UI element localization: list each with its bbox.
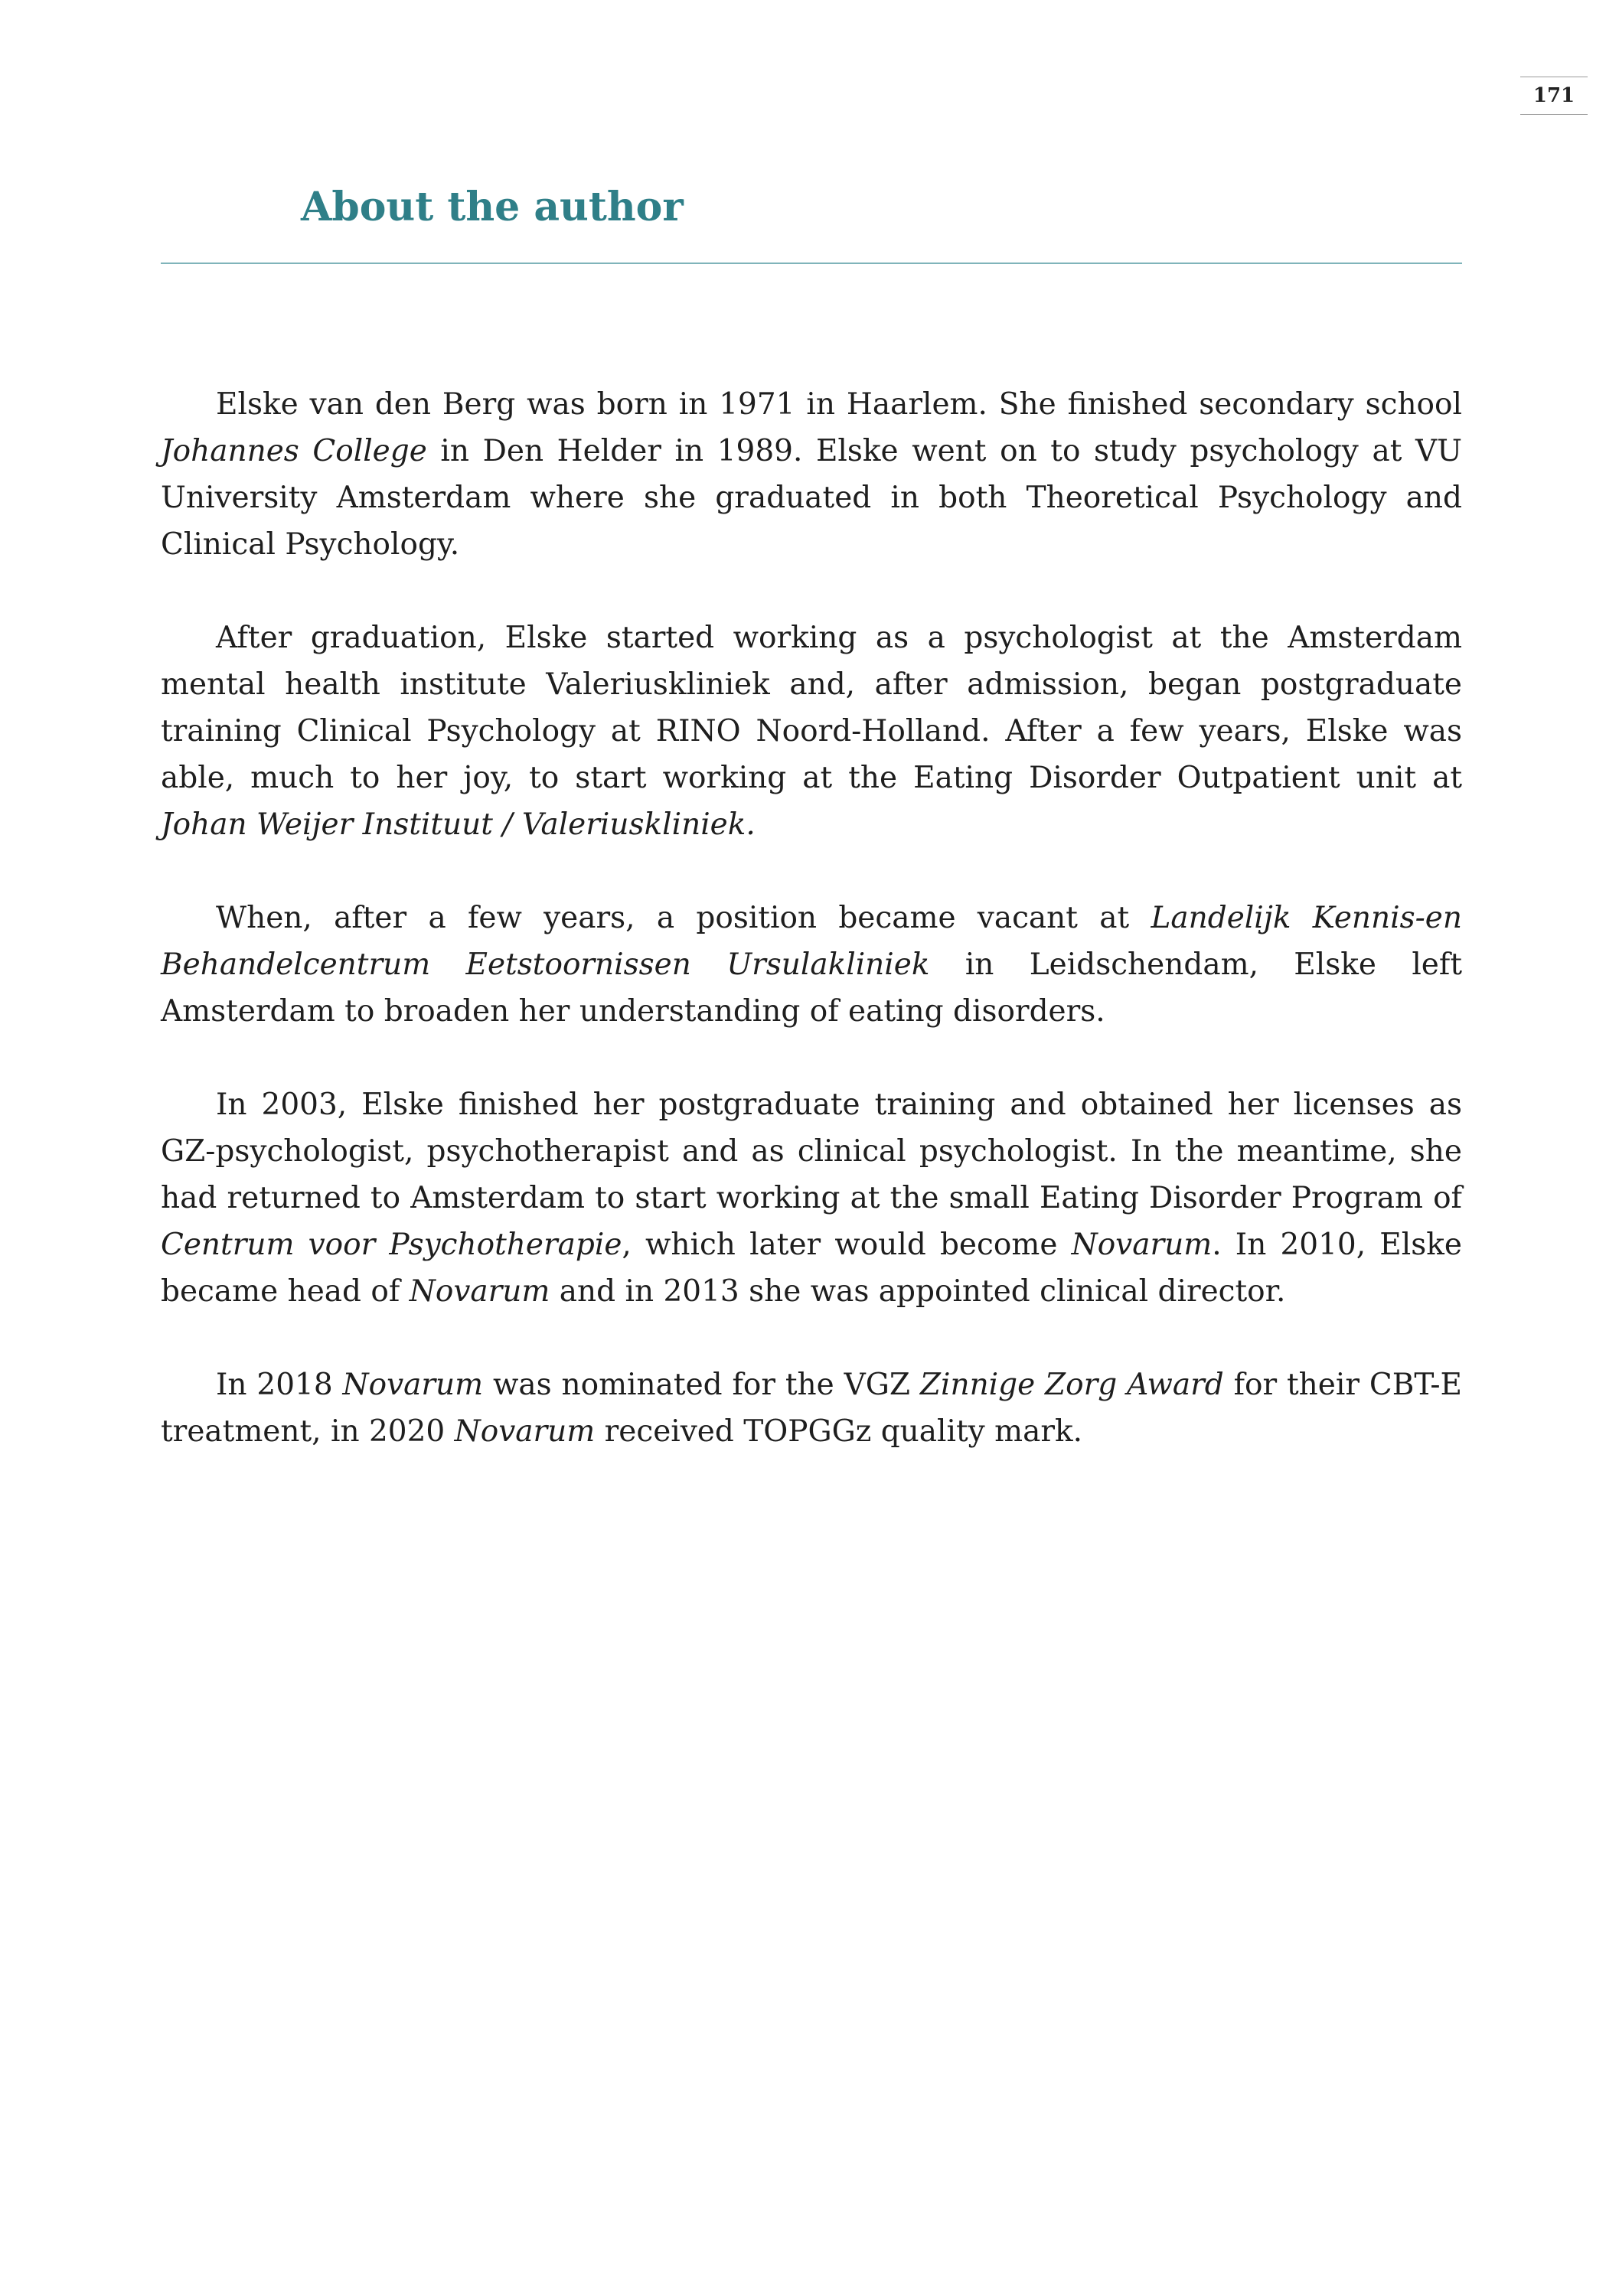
text-run: In 2018	[216, 1368, 343, 1402]
text-run-italic: Centrum voor Psychotherapie	[161, 1228, 622, 1262]
bio-paragraph-2	[161, 615, 1462, 848]
text-run-italic: Novarum	[409, 1274, 550, 1309]
text-run-italic: Novarum	[454, 1414, 596, 1449]
text-run: and in 2013 she was appointed clinical director.	[550, 1274, 1286, 1309]
text-run-italic: Novarum	[342, 1368, 484, 1402]
text-run-italic: Johan Weijer Instituut / Valeriuskliniek.	[161, 807, 756, 842]
text-run: in Leidschendam, Elske left Amsterdam to broaden her understanding of eating disorders.	[161, 947, 1462, 1029]
text-run: in Den Helder in 1989. Elske went on to study psychology at VU University Amsterdam where she graduated in both Theoretical Psychology and Clinical Psychology.	[161, 434, 1462, 562]
text-run: received TOPGGz quality mark.	[595, 1414, 1083, 1449]
page-title: About the author	[301, 184, 684, 230]
text-run: In 2003, Elske finished her postgraduate training and obtained her licenses as GZ-psychologist, psychotherapist and as clinical psychologist. In the meantime, she had returned to Amsterdam to start working at the small Eating Disorder Program of	[161, 1088, 1462, 1215]
text-run: for their CBT-E treatment, in 2020	[161, 1368, 1462, 1449]
text-run: Elske van den Berg was born in 1971 in Haarlem. She finished secondary school	[216, 387, 1462, 422]
text-run-italic: Landelijk Kennis-en Behandelcentrum Eetstoornissen Ursulakliniek	[161, 901, 1462, 982]
text-run: When, after a few years, a position became vacant at	[216, 901, 1151, 935]
bio-paragraph-1	[161, 381, 1462, 568]
author-biography	[161, 381, 1462, 1502]
bio-paragraph-3	[161, 895, 1462, 1035]
bio-paragraph-5	[161, 1362, 1462, 1455]
text-run: After graduation, Elske started working as a psychologist at the Amsterdam mental health institute Valeriuskliniek and, after admission, began postgraduate training Clinical Psychology at RINO Noord-Holland. After a few years, Elske was able, much to her joy, to start working at the Eating Disorder Outpatient unit at	[161, 621, 1462, 795]
text-run-italic: Zinnige Zorg Award	[919, 1368, 1224, 1402]
text-run-italic: Novarum	[1071, 1228, 1213, 1262]
text-run: was nominated for the VGZ	[483, 1368, 920, 1402]
page-number: 171	[1520, 77, 1588, 115]
bio-paragraph-4	[161, 1081, 1462, 1315]
text-run-italic: Johannes College	[161, 434, 427, 468]
title-divider	[161, 263, 1462, 264]
text-run: , which later would become	[622, 1228, 1072, 1262]
text-run: . In 2010, Elske became head of	[161, 1228, 1462, 1309]
